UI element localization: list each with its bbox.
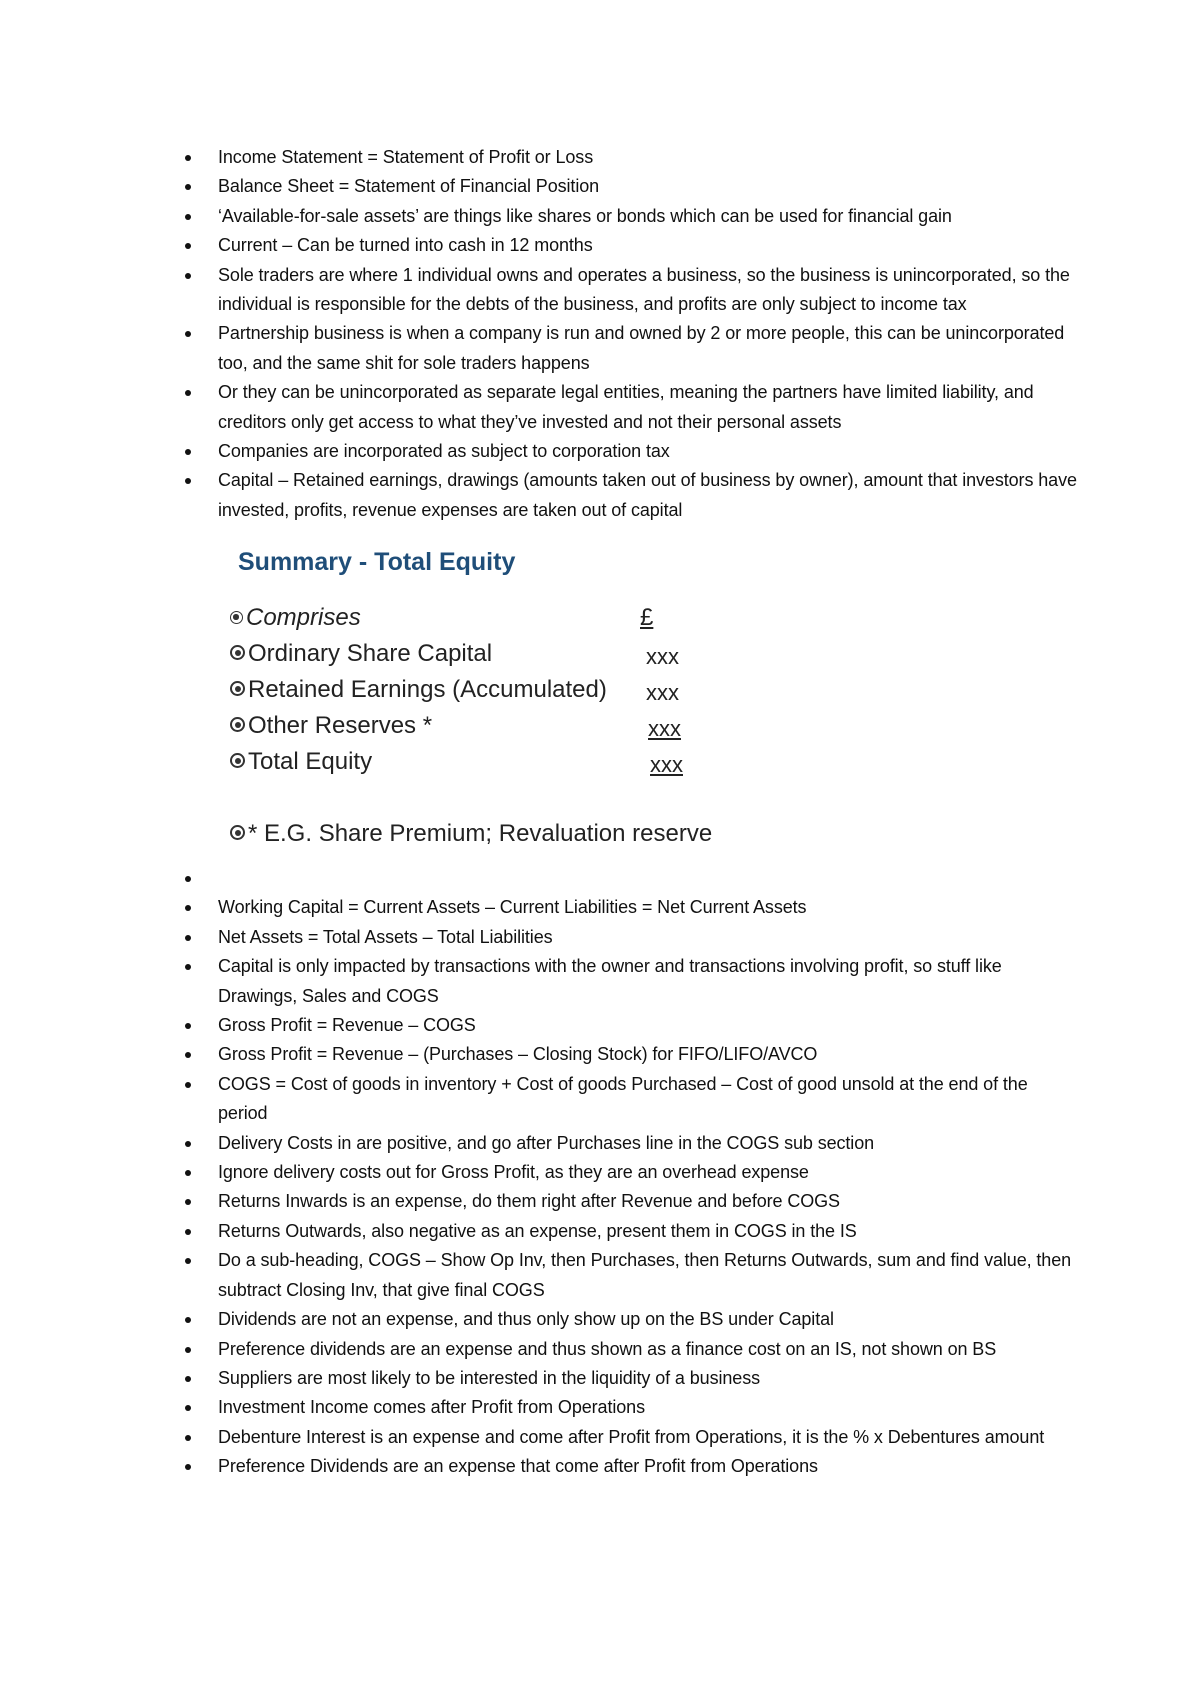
equity-row (230, 748, 372, 776)
bullet-icon (185, 1199, 191, 1205)
list-item-text: Investment Income comes after Profit from Operations (218, 1397, 645, 1418)
equity-row-label: Retained Earnings (Accumulated) (248, 676, 607, 703)
list-item-text: Net Assets = Total Assets – Total Liabilities (218, 926, 553, 947)
list-item (180, 1393, 1080, 1422)
list-item-text: Returns Outwards, also negative as an expense, present them in COGS in the IS (218, 1220, 857, 1241)
bullet-icon (185, 449, 191, 455)
equity-row-value: xxx (646, 680, 679, 705)
list-item (180, 893, 1080, 922)
list-item (180, 923, 1080, 952)
equity-row (230, 676, 607, 704)
equity-row-label: Ordinary Share Capital (248, 640, 493, 667)
list-item-text: Companies are incorporated as subject to corporation tax (218, 441, 670, 462)
list-item-text: Income Statement = Statement of Profit or Loss (218, 147, 594, 167)
equity-row-label: Other Reserves * (248, 712, 433, 739)
equity-row (230, 640, 492, 668)
list-item-text: Preference dividends are an expense and thus shown as a finance cost on an IS, not shown on BS (218, 1338, 997, 1359)
list-item-text: Debenture Interest is an expense and come after Profit from Operations, it is the % x Debentures amount (218, 1426, 1045, 1447)
bullet-icon (185, 184, 191, 190)
bullet-icon (185, 1229, 191, 1235)
list-item-text: Capital – Retained earnings, drawings (amounts taken out of business by owner), amount that investors have invested, profits, revenue expenses are taken out of capital (218, 470, 1077, 520)
list-item (180, 437, 1080, 466)
bullet-icon (185, 155, 191, 161)
list-item (180, 172, 1080, 201)
list-item-text: Current – Can be turned into cash in 12 months (218, 235, 593, 256)
list-item-text: ‘Available-for-sale assets’ are things like shares or bonds which can be used for financial gain (218, 205, 952, 226)
list-item-text: Dividends are not an expense, and thus only show up on the BS under Capital (218, 1309, 834, 1330)
list-item-text: Gross Profit = Revenue – (Purchases – Closing Stock) for FIFO/LIFO/AVCO (218, 1044, 818, 1065)
bullet-icon (185, 478, 191, 484)
bullet-icon (185, 1376, 191, 1382)
radio-bullet-icon (230, 717, 245, 732)
equity-row-value: xxx (648, 716, 681, 741)
comprises-row (230, 604, 361, 632)
footnote-text: * E.G. Share Premium; Revaluation reserve (248, 820, 713, 847)
radio-bullet-icon (230, 611, 243, 624)
bullet-icon (185, 1317, 191, 1323)
list-item (180, 1335, 1080, 1364)
bullet-icon (185, 1347, 191, 1353)
list-item-text: Balance Sheet = Statement of Financial Position (218, 176, 600, 197)
list-item (180, 378, 1080, 437)
list-item (180, 864, 1080, 893)
bullet-icon (185, 1405, 191, 1411)
footnote-row (230, 820, 712, 848)
comprises-label: Comprises (246, 604, 361, 631)
radio-bullet-icon (230, 753, 245, 768)
summary-title: Summary - Total Equity (238, 548, 516, 576)
list-item-text: Working Capital = Current Assets – Current Liabilities = Net Current Assets (218, 897, 807, 918)
bullet-icon (185, 331, 191, 337)
bullet-icon (185, 905, 191, 911)
list-item (180, 1452, 1080, 1481)
summary-slide-image (230, 548, 790, 878)
list-item (180, 1364, 1080, 1393)
bullet-icon (185, 876, 191, 882)
list-item-text: Ignore delivery costs out for Gross Profit, as they are an overhead expense (218, 1162, 809, 1183)
list-item (180, 1217, 1080, 1246)
equity-row-label: Total Equity (248, 748, 373, 775)
list-item-text: Capital is only impacted by transactions with the owner and transactions involving profit, so stuff like Drawings, Sales and COGS (218, 956, 1002, 1006)
bullet-icon (185, 214, 191, 220)
list-item-text: Suppliers are most likely to be interested in the liquidity of a business (218, 1367, 760, 1388)
list-item-text: Preference Dividends are an expense that come after Profit from Operations (218, 1456, 818, 1477)
equity-row (230, 712, 432, 740)
equity-row-value: xxx (650, 752, 683, 777)
list-item (180, 1246, 1080, 1305)
list-item-text: COGS = Cost of goods in inventory + Cost of goods Purchased – Cost of good unsold at the end of the period (218, 1073, 1028, 1124)
bullet-icon (185, 1023, 191, 1029)
bullet-icon (185, 964, 191, 970)
bullet-icon (185, 1141, 191, 1147)
list-item (180, 319, 1080, 378)
list-item (180, 1070, 1080, 1129)
list-item (180, 1129, 1080, 1158)
bullet-icon (185, 390, 191, 396)
bullet-icon (185, 1170, 191, 1176)
list-item (180, 261, 1080, 320)
radio-bullet-icon (230, 681, 245, 696)
list-item (180, 952, 1080, 1011)
bullet-icon (185, 243, 191, 249)
list-item-text: Returns Inwards is an expense, do them right after Revenue and before COGS (218, 1191, 840, 1212)
equity-row-value: xxx (646, 644, 679, 669)
bullet-icon (185, 1052, 191, 1058)
bullet-icon (185, 1082, 191, 1088)
list-item (180, 231, 1080, 260)
list-item (180, 1040, 1080, 1069)
bullet-icon (185, 1464, 191, 1470)
list-item (180, 1158, 1080, 1187)
list-item (180, 1423, 1080, 1452)
list-item-text: Partnership business is when a company is run and owned by 2 or more people, this can be unincorporated too, and the same shit for sole traders happens (218, 323, 1065, 373)
list-item (180, 466, 1080, 525)
list-item (180, 202, 1080, 231)
notes-list-bottom (180, 864, 1080, 1482)
bullet-icon (185, 1435, 191, 1441)
bullet-icon (185, 1258, 191, 1264)
list-item-text: Gross Profit = Revenue – COGS (218, 1015, 476, 1036)
radio-bullet-icon (230, 645, 245, 660)
radio-bullet-icon (230, 825, 245, 840)
list-item-text: Sole traders are where 1 individual owns and operates a business, so the business is unincorporated, so the individual is responsible for the debts of the business, and profits are only subject to income tax (218, 264, 1070, 315)
list-item-text: Delivery Costs in are positive, and go after Purchases line in the COGS sub section (218, 1132, 875, 1153)
list-item (180, 1187, 1080, 1216)
currency-symbol: £ (640, 604, 654, 631)
list-item-text: Do a sub-heading, COGS – Show Op Inv, then Purchases, then Returns Outwards, sum and find value, then subtract Closing Inv, that give final COGS (218, 1250, 1072, 1300)
bullet-icon (185, 273, 191, 279)
list-item (180, 1011, 1080, 1040)
list-item-text: Or they can be unincorporated as separate legal entities, meaning the partners have limited liability, and creditors only get access to what they’ve invested and not their personal assets (218, 382, 1034, 432)
bullet-icon (185, 935, 191, 941)
notes-list-top (180, 143, 1080, 525)
list-item (180, 1305, 1080, 1334)
list-item (180, 143, 1080, 172)
